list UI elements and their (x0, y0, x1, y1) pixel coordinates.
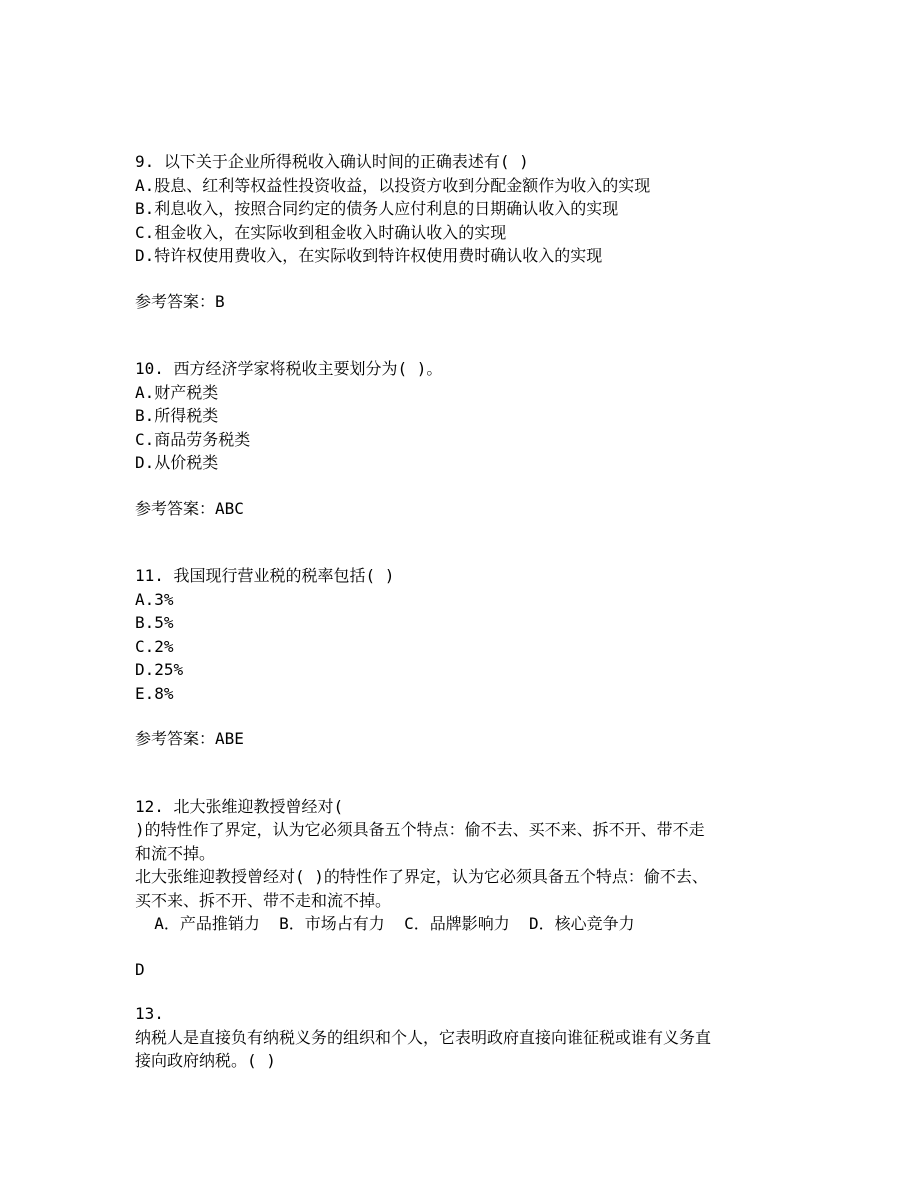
option-c: C.商品劳务税类 (135, 429, 251, 449)
option-e: E.8% (135, 683, 174, 703)
question-stem-line: 接向政府纳税。( ) (135, 1051, 276, 1070)
question-stem-line: 13. (135, 1004, 164, 1023)
option-b: B.5% (135, 613, 174, 632)
option-d: D.从价税类 (135, 453, 219, 472)
option-a: A.财产税类 (135, 382, 219, 402)
question-11 (135, 564, 795, 751)
question-stem-line: 纳税人是直接负有纳税义务的组织和个人，它表明政府直接向谁征税或谁有义务直 (135, 1027, 712, 1047)
question-stem-line: 北大张维迎教授曾经对( )的特性作了界定，认为它必须具备五个特点：偷不去、 (135, 867, 708, 886)
question-stem-line: 买不来、拆不开、带不走和流不掉。 (135, 890, 392, 910)
option-c: C.租金收入，在实际收到租金收入时确认收入的实现 (135, 222, 507, 242)
question-stem: 11. 我国现行营业税的税率包括( ) (135, 566, 395, 585)
question-9 (135, 150, 795, 313)
option-b: B.利息收入，按照合同约定的债务人应付利息的日期确认收入的实现 (135, 199, 619, 218)
question-stem: 10. 西方经济学家将税收主要划分为( )。 (135, 359, 443, 378)
question-12 (135, 795, 795, 982)
document-page (135, 150, 795, 1073)
question-stem: 9. 以下关于企业所得税收入确认时间的正确表述有( ) (135, 152, 529, 171)
answer: 参考答案：ABC (135, 498, 244, 518)
options-row: A．产品推销力 B．市场占有力 C．品牌影响力 D．核心竞争力 (135, 914, 635, 933)
option-a: A.3% (135, 589, 174, 609)
question-stem-line: )的特性作了界定，认为它必须具备五个特点：偷不去、买不来、拆不开、带不走 (135, 820, 705, 839)
option-d: D.25% (135, 660, 184, 679)
option-d: D.特许权使用费收入，在实际收到特许权使用费时确认收入的实现 (135, 246, 603, 265)
answer: 参考答案：ABE (135, 729, 244, 748)
option-b: B.所得税类 (135, 406, 219, 425)
answer: D (135, 959, 145, 979)
question-stem-line: 12. 北大张维迎教授曾经对( (135, 796, 344, 816)
option-a: A.股息、红利等权益性投资收益，以投资方收到分配金额作为收入的实现 (135, 175, 651, 195)
question-10 (135, 357, 795, 520)
option-c: C.2% (135, 636, 174, 656)
question-13 (135, 1002, 795, 1073)
question-stem-line: 和流不掉。 (135, 843, 216, 863)
answer: 参考答案：B (135, 291, 225, 311)
